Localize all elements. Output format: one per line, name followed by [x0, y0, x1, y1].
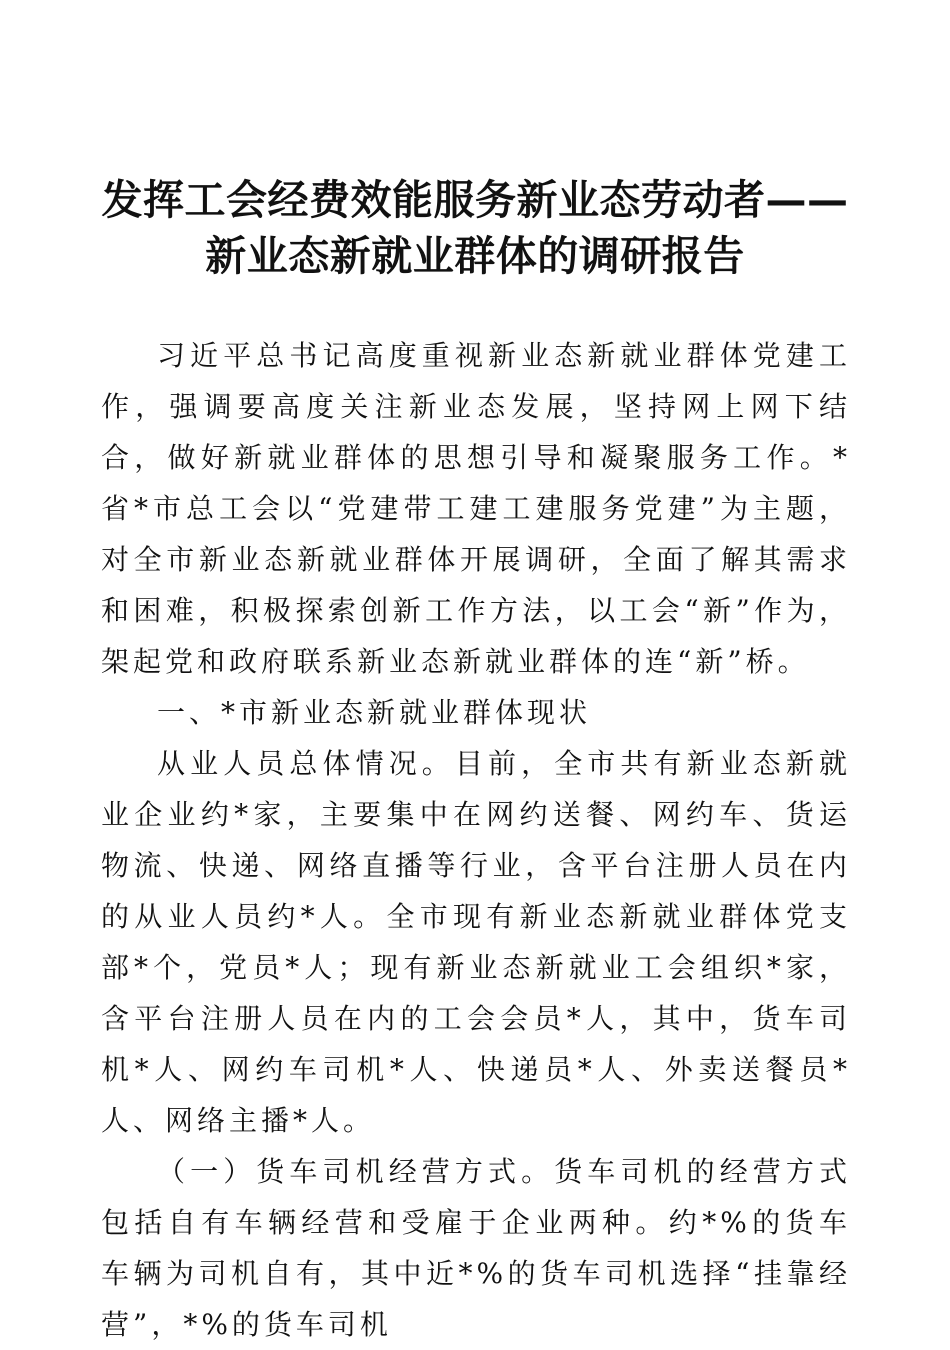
- section-heading-1: 一、*市新业态新就业群体现状: [157, 696, 592, 729]
- document-title: [90, 172, 860, 284]
- title-line-1: 发挥工会经费效能服务新业态劳动者——: [101, 176, 849, 224]
- title-line-2: 新业态新就业群体的调研报告: [205, 232, 745, 280]
- intro-paragraph: 习近平总书记高度重视新业态新就业群体党建工作，强调要高度关注新业态发展，坚持网上网下结合，做好新就业群体的思想引导和凝聚服务工作。*省*市总工会以“党建带工建工建服务党建”为主题，对全市新业态新就业群体开展调研，全面了解其需求和困难，积极探索创新工作方法，以工会“新”作为，架起党和政府联系新业态新就业群体的连“新”桥。: [101, 339, 851, 678]
- overview-paragraph: 从业人员总体情况。目前，全市共有新业态新就业企业约*家，主要集中在网约送餐、网约车、货运物流、快递、网络直播等行业，含平台注册人员在内的从业人员约*人。全市现有新业态新就业群体党支部*个，党员*人；现有新业态新就业工会组织*家，含平台注册人员在内的工会会员*人，其中，货车司机*人、网约车司机*人、快递员*人、外卖送餐员*人、网络主播*人。: [101, 747, 851, 1137]
- truck-driver-paragraph: （一）货车司机经营方式。货车司机的经营方式包括自有车辆经营和受雇于企业两种。约*%的货车车辆为司机自有，其中近*%的货车司机选择“挂靠经营”，*%的货车司机: [101, 1155, 851, 1341]
- document-body: [101, 330, 851, 1350]
